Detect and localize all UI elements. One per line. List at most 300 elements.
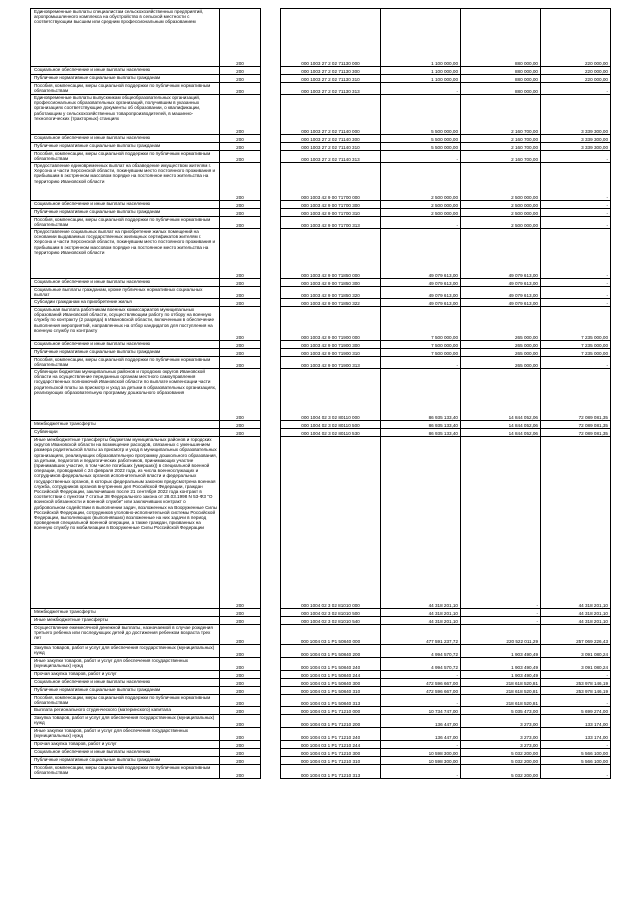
budget-classification-code-cell: 000 1003 27 2 02 71130 313 — [281, 83, 381, 95]
expense-name-cell: Единовременные выплаты специалистам сельскохозяйственных предприятий, агропромышленного комплекса на обустройство в сельской местности с соответствующим высшим или средним профессиональным образованием — [31, 9, 220, 67]
spacer-cell — [261, 625, 281, 645]
expense-name-cell: Иные закупки товаров, работ и услуг для обеспечения государственных (муниципальных) нужд — [31, 658, 220, 671]
expense-name-cell: Социальное обеспечение и иные выплаты населению — [31, 679, 220, 687]
table-row — [31, 679, 611, 687]
approved-budget-cell: 7 500 000,00 — [381, 307, 461, 341]
line-code-cell: 200 — [220, 135, 261, 143]
unexecuted-amount-cell: 257 069 226,43 — [541, 625, 611, 645]
unexecuted-amount-cell: - — [541, 279, 611, 287]
table-row — [31, 201, 611, 209]
budget-classification-code-cell: 000 1004 03 1 P1 50840 313 — [281, 695, 381, 707]
unexecuted-amount-cell: 133 174,00 — [541, 715, 611, 728]
executed-amount-cell: 218 618 520,81 — [461, 695, 541, 707]
spacer-cell — [261, 707, 281, 715]
unexecuted-amount-cell: 3 339 300,00 — [541, 95, 611, 135]
unexecuted-amount-cell: 7 235 000,00 — [541, 307, 611, 341]
expense-name-cell: Социальное обеспечение и иные выплаты населению — [31, 67, 220, 75]
executed-amount-cell: 880 000,00 — [461, 9, 541, 67]
approved-budget-cell: 5 500 000,00 — [381, 135, 461, 143]
line-code-cell: 200 — [220, 437, 261, 609]
executed-amount-cell: 880 000,00 — [461, 83, 541, 95]
approved-budget-cell: - — [381, 695, 461, 707]
executed-amount-cell: 265 000,00 — [461, 341, 541, 349]
executed-amount-cell: 2 500 000,00 — [461, 209, 541, 217]
executed-amount-cell: 1 903 490,49 — [461, 671, 541, 679]
unexecuted-amount-cell: - — [541, 741, 611, 749]
spacer-cell — [261, 429, 281, 437]
unexecuted-amount-cell: - — [541, 163, 611, 201]
unexecuted-amount-cell: 44 318 201,10 — [541, 617, 611, 625]
table-row — [31, 95, 611, 135]
expense-name-cell: Публичные нормативные социальные выплаты гражданам — [31, 209, 220, 217]
approved-budget-cell: - — [381, 357, 461, 369]
unexecuted-amount-cell: 220 000,00 — [541, 67, 611, 75]
unexecuted-amount-cell: 44 318 201,10 — [541, 609, 611, 617]
line-code-cell: 200 — [220, 299, 261, 307]
approved-budget-cell: 477 591 237,72 — [381, 625, 461, 645]
table-row — [31, 9, 611, 67]
budget-classification-code-cell: 000 1004 03 1 P1 50840 310 — [281, 687, 381, 695]
line-code-cell: 200 — [220, 658, 261, 671]
line-code-cell: 200 — [220, 209, 261, 217]
table-row — [31, 687, 611, 695]
budget-classification-code-cell: 000 1004 02 3 02 81010 000 — [281, 437, 381, 609]
approved-budget-cell: 10 598 300,00 — [381, 757, 461, 765]
table-row — [31, 658, 611, 671]
line-code-cell: 200 — [220, 9, 261, 67]
executed-amount-cell: 2 160 700,00 — [461, 135, 541, 143]
line-code-cell: 200 — [220, 645, 261, 658]
table-row — [31, 715, 611, 728]
budget-classification-code-cell: 000 1003 42 9 00 71850 320 — [281, 287, 381, 299]
executed-amount-cell: 49 079 613,00 — [461, 299, 541, 307]
expense-name-cell: Пособия, компенсации, меры социальной поддержки по публичным нормативным обязательствам — [31, 83, 220, 95]
budget-classification-code-cell: 000 1004 03 1 P1 71210 000 — [281, 707, 381, 715]
table-row — [31, 209, 611, 217]
executed-amount-cell: 49 079 613,00 — [461, 229, 541, 279]
approved-budget-cell: 86 935 133,40 — [381, 421, 461, 429]
expense-name-cell: Социальная выплата работникам военных комиссариатов муниципальных образований Ивановской области, осуществляющим работу по отбору на военную службу по контракту (2 разряда) в Ивановской области, включенным в обеспечение выполнения мероприятий, направленных на отбор кандидатов для поступления на военную службу по контракту — [31, 307, 220, 341]
budget-classification-code-cell: 000 1003 42 9 00 71850 322 — [281, 299, 381, 307]
line-code-cell: 200 — [220, 609, 261, 617]
unexecuted-amount-cell: 3 339 300,00 — [541, 143, 611, 151]
executed-amount-cell: 14 844 052,06 — [461, 429, 541, 437]
expense-name-cell: Прочая закупка товаров, работ и услуг — [31, 671, 220, 679]
unexecuted-amount-cell: - — [541, 287, 611, 299]
budget-classification-code-cell: 000 1003 27 2 02 71140 313 — [281, 151, 381, 163]
spacer-cell — [261, 299, 281, 307]
unexecuted-amount-cell: 5 566 100,00 — [541, 749, 611, 757]
spacer-cell — [261, 217, 281, 229]
table-row — [31, 609, 611, 617]
budget-classification-code-cell: 000 1003 27 2 02 71140 000 — [281, 95, 381, 135]
spacer-cell — [261, 67, 281, 75]
expense-name-cell: Пособия, компенсации, меры социальной поддержки по публичным нормативным обязательствам — [31, 695, 220, 707]
approved-budget-cell: 1 100 000,00 — [381, 9, 461, 67]
line-code-cell: 200 — [220, 95, 261, 135]
table-row — [31, 749, 611, 757]
table-row — [31, 151, 611, 163]
table-row — [31, 75, 611, 83]
approved-budget-cell: 136 447,00 — [381, 715, 461, 728]
budget-classification-code-cell: 000 1003 42 9 00 71850 000 — [281, 229, 381, 279]
executed-amount-cell: 2 160 700,00 — [461, 151, 541, 163]
approved-budget-cell: 4 994 570,72 — [381, 658, 461, 671]
approved-budget-cell: 2 500 000,00 — [381, 163, 461, 201]
budget-classification-code-cell: 000 1004 02 3 02 80110 500 — [281, 421, 381, 429]
unexecuted-amount-cell: 72 089 081,35 — [541, 369, 611, 421]
expense-name-cell: Публичные нормативные социальные выплаты гражданам — [31, 687, 220, 695]
table-row — [31, 429, 611, 437]
executed-amount-cell: 5 032 200,00 — [461, 749, 541, 757]
line-code-cell: 200 — [220, 671, 261, 679]
spacer-cell — [261, 617, 281, 625]
expense-name-cell: Пособия, компенсации, меры социальной поддержки по публичным нормативным обязательствам — [31, 217, 220, 229]
table-row — [31, 287, 611, 299]
expense-name-cell: Прочая закупка товаров, работ и услуг — [31, 741, 220, 749]
approved-budget-cell: 86 935 133,40 — [381, 369, 461, 421]
table-row — [31, 349, 611, 357]
budget-classification-code-cell: 000 1003 42 9 00 71700 310 — [281, 209, 381, 217]
executed-amount-cell: 1 903 490,49 — [461, 645, 541, 658]
spacer-cell — [261, 357, 281, 369]
line-code-cell: 200 — [220, 229, 261, 279]
line-code-cell: 200 — [220, 617, 261, 625]
table-row — [31, 765, 611, 779]
line-code-cell: 200 — [220, 67, 261, 75]
spacer-cell — [261, 163, 281, 201]
unexecuted-amount-cell: 5 699 274,00 — [541, 707, 611, 715]
budget-classification-code-cell: 000 1003 42 9 00 71850 300 — [281, 279, 381, 287]
unexecuted-amount-cell: - — [541, 217, 611, 229]
spacer-cell — [261, 658, 281, 671]
line-code-cell: 200 — [220, 357, 261, 369]
executed-amount-cell: 265 000,00 — [461, 349, 541, 357]
spacer-cell — [261, 741, 281, 749]
spacer-cell — [261, 151, 281, 163]
spacer-cell — [261, 695, 281, 707]
executed-amount-cell: 49 079 613,00 — [461, 279, 541, 287]
table-row — [31, 728, 611, 741]
spacer-cell — [261, 349, 281, 357]
spacer-cell — [261, 421, 281, 429]
expense-name-cell: Единовременные выплаты выпускникам общеобразовательных организаций, профессиональных образовательных организаций, получившим в указанных организациях соответствующие документы об образовании, о квалификации, работающим у сельскохозяйственных товаропроизводителей, в машинно-технологических (тракторных) станциях — [31, 95, 220, 135]
spacer-cell — [261, 749, 281, 757]
budget-classification-code-cell: 000 1004 03 1 P1 71210 200 — [281, 715, 381, 728]
approved-budget-cell: 136 447,00 — [381, 728, 461, 741]
executed-amount-cell: 14 844 052,06 — [461, 369, 541, 421]
line-code-cell: 200 — [220, 83, 261, 95]
unexecuted-amount-cell: 3 091 080,24 — [541, 645, 611, 658]
expense-name-cell: Публичные нормативные социальные выплаты гражданам — [31, 757, 220, 765]
unexecuted-amount-cell: - — [541, 357, 611, 369]
executed-amount-cell: 220 522 011,29 — [461, 625, 541, 645]
executed-amount-cell: 218 618 520,81 — [461, 679, 541, 687]
approved-budget-cell: - — [381, 151, 461, 163]
executed-amount-cell: - — [461, 437, 541, 609]
line-code-cell: 200 — [220, 695, 261, 707]
line-code-cell: 200 — [220, 217, 261, 229]
expense-name-cell: Иные межбюджетные трансферты — [31, 617, 220, 625]
spacer-cell — [261, 279, 281, 287]
line-code-cell: 200 — [220, 287, 261, 299]
spacer-cell — [261, 765, 281, 779]
approved-budget-cell: 44 318 201,10 — [381, 617, 461, 625]
table-row — [31, 163, 611, 201]
table-row — [31, 135, 611, 143]
spacer-cell — [261, 369, 281, 421]
executed-amount-cell: 2 160 700,00 — [461, 95, 541, 135]
approved-budget-cell: 472 596 667,00 — [381, 679, 461, 687]
budget-classification-code-cell: 000 1003 42 9 00 71700 313 — [281, 217, 381, 229]
executed-amount-cell: 1 903 490,49 — [461, 658, 541, 671]
unexecuted-amount-cell: - — [541, 209, 611, 217]
approved-budget-cell: 2 500 000,00 — [381, 201, 461, 209]
expense-name-cell: Пособия, компенсации, меры социальной поддержки по публичным нормативным обязательствам — [31, 357, 220, 369]
line-code-cell: 200 — [220, 75, 261, 83]
unexecuted-amount-cell: - — [541, 151, 611, 163]
table-row — [31, 757, 611, 765]
table-row — [31, 299, 611, 307]
approved-budget-cell: 49 079 613,00 — [381, 287, 461, 299]
approved-budget-cell: 472 596 667,00 — [381, 687, 461, 695]
line-code-cell: 200 — [220, 349, 261, 357]
table-row — [31, 625, 611, 645]
executed-amount-cell: 218 618 520,81 — [461, 687, 541, 695]
line-code-cell: 200 — [220, 151, 261, 163]
budget-classification-code-cell: 000 1003 27 2 02 71140 310 — [281, 143, 381, 151]
expense-name-cell: Субсидии гражданам на приобретение жилья — [31, 299, 220, 307]
expense-name-cell: Закупка товаров, работ и услуг для обеспечения государственных (муниципальных) нужд — [31, 715, 220, 728]
approved-budget-cell: 86 935 133,40 — [381, 429, 461, 437]
line-code-cell: 200 — [220, 279, 261, 287]
expense-name-cell: Субвенции бюджетам муниципальных районов и городских округов Ивановской области на осуществление переданных органам местного самоуправления государственных полномочий Ивановской области по выплате компенсации части родительской платы за присмотр и уход за детьми в образовательных организациях, реализующих образовательную программу дошкольного образования — [31, 369, 220, 421]
line-code-cell: 200 — [220, 765, 261, 779]
spacer-cell — [261, 201, 281, 209]
budget-classification-code-cell: 000 1003 42 9 00 71700 300 — [281, 201, 381, 209]
expense-name-cell: Социальное обеспечение и иные выплаты населению — [31, 279, 220, 287]
executed-amount-cell: - — [461, 609, 541, 617]
approved-budget-cell: 7 500 000,00 — [381, 341, 461, 349]
budget-execution-table — [30, 8, 611, 779]
line-code-cell: 200 — [220, 707, 261, 715]
unexecuted-amount-cell: - — [541, 201, 611, 209]
unexecuted-amount-cell: 220 000,00 — [541, 75, 611, 83]
unexecuted-amount-cell: 44 318 201,10 — [541, 437, 611, 609]
budget-classification-code-cell: 000 1004 02 3 02 81010 540 — [281, 617, 381, 625]
approved-budget-cell: 4 994 570,72 — [381, 645, 461, 658]
expense-name-cell: Закупка товаров, работ и услуг для обеспечения государственных (муниципальных) нужд — [31, 645, 220, 658]
line-code-cell: 200 — [220, 429, 261, 437]
approved-budget-cell: 10 598 300,00 — [381, 749, 461, 757]
expense-name-cell: Осуществление ежемесячной денежной выплаты, назначаемой в случае рождения третьего ребенка или последующих детей до достижения ребенком возраста трех лет — [31, 625, 220, 645]
line-code-cell: 200 — [220, 687, 261, 695]
table-row — [31, 229, 611, 279]
unexecuted-amount-cell: 7 235 000,00 — [541, 349, 611, 357]
budget-classification-code-cell: 000 1003 42 9 00 71700 000 — [281, 163, 381, 201]
approved-budget-cell: 1 100 000,00 — [381, 75, 461, 83]
expense-name-cell: Социальное обеспечение и иные выплаты населению — [31, 135, 220, 143]
unexecuted-amount-cell: - — [541, 83, 611, 95]
approved-budget-cell: 5 500 000,00 — [381, 95, 461, 135]
line-code-cell: 200 — [220, 143, 261, 151]
line-code-cell: 200 — [220, 728, 261, 741]
line-code-cell: 200 — [220, 715, 261, 728]
expense-name-cell: Публичные нормативные социальные выплаты гражданам — [31, 75, 220, 83]
executed-amount-cell: 14 844 052,06 — [461, 421, 541, 429]
approved-budget-cell: 1 100 000,00 — [381, 67, 461, 75]
table-row — [31, 369, 611, 421]
approved-budget-cell: 10 734 747,00 — [381, 707, 461, 715]
approved-budget-cell: 49 079 613,00 — [381, 229, 461, 279]
unexecuted-amount-cell: - — [541, 671, 611, 679]
expense-name-cell: Социальное обеспечение и иные выплаты населению — [31, 201, 220, 209]
spacer-cell — [261, 715, 281, 728]
expense-name-cell: Социальное обеспечение и иные выплаты населению — [31, 749, 220, 757]
budget-classification-code-cell: 000 1004 03 1 P1 50840 300 — [281, 679, 381, 687]
unexecuted-amount-cell: 253 978 146,19 — [541, 687, 611, 695]
budget-classification-code-cell: 000 1003 42 9 00 71900 313 — [281, 357, 381, 369]
budget-classification-code-cell: 000 1003 27 2 02 71140 300 — [281, 135, 381, 143]
approved-budget-cell: 44 318 201,10 — [381, 437, 461, 609]
executed-amount-cell: 49 079 613,00 — [461, 287, 541, 299]
table-row — [31, 67, 611, 75]
unexecuted-amount-cell: 72 089 081,35 — [541, 421, 611, 429]
spacer-cell — [261, 209, 281, 217]
expense-name-cell: Иные межбюджетные трансферты бюджетам муниципальных районов и городских округов Ивановской области на возмещение расходов, связанных с уменьшением размера родительской платы за присмотр и уход в муниципальных образовательных организациях, реализующих образовательную программу дошкольного образования, за детьми, педагогов и педагогических работников, принимающих участие (принимавших участие, в том числе погибших (умерших)) в специальной военной операции, проводимой с 24 февраля 2022 года, из числа военнослужащих и сотрудников федеральных органов исполнительной власти и федеральных государственных органов, в которых федеральным законом предусмотрена военная служба, сотрудников органов внутренних дел Российской Федерации, граждан Российской Федерации, заключивших после 21 сентября 2022 года контракт в соответствии с пунктом 7 статьи 38 Федерального закона от 28.03.1998 N 53-ФЗ "О воинской обязанности и военной службе" или заключивших контракт о добровольном содействии в выполнении задач, возложенных на Вооруженные Силы Российской Федерации, сотрудников уголовно-исполнительной системы Российской Федерации, выполняющих (выполнявших) возложенные на них задачи в период проведения специальной военной операции, а также граждан, призванных на военную службу по мобилизации в Вооруженные Силы Российской Федерации — [31, 437, 220, 609]
expense-name-cell: Пособия, компенсации, меры социальной поддержки по публичным нормативным обязательствам — [31, 151, 220, 163]
approved-budget-cell: 7 500 000,00 — [381, 349, 461, 357]
budget-classification-code-cell: 000 1004 03 1 P1 50840 244 — [281, 671, 381, 679]
line-code-cell: 200 — [220, 307, 261, 341]
approved-budget-cell: - — [381, 83, 461, 95]
budget-classification-code-cell: 000 1004 03 1 P1 71210 310 — [281, 757, 381, 765]
spacer-cell — [261, 687, 281, 695]
executed-amount-cell: 2 500 000,00 — [461, 217, 541, 229]
budget-classification-code-cell: 000 1004 02 3 02 80110 000 — [281, 369, 381, 421]
line-code-cell: 200 — [220, 341, 261, 349]
spacer-cell — [261, 135, 281, 143]
line-code-cell: 200 — [220, 749, 261, 757]
executed-amount-cell: 265 000,00 — [461, 357, 541, 369]
line-code-cell: 200 — [220, 163, 261, 201]
unexecuted-amount-cell: - — [541, 299, 611, 307]
executed-amount-cell: 2 160 700,00 — [461, 143, 541, 151]
executed-amount-cell: 3 273,00 — [461, 715, 541, 728]
line-code-cell: 200 — [220, 369, 261, 421]
table-row — [31, 645, 611, 658]
budget-classification-code-cell: 000 1004 03 1 P1 50840 240 — [281, 658, 381, 671]
table-row — [31, 671, 611, 679]
table-row — [31, 217, 611, 229]
spacer-cell — [261, 9, 281, 67]
approved-budget-cell: - — [381, 741, 461, 749]
executed-amount-cell: 5 032 200,00 — [461, 757, 541, 765]
budget-classification-code-cell: 000 1004 02 3 02 80110 530 — [281, 429, 381, 437]
spacer-cell — [261, 609, 281, 617]
spacer-cell — [261, 671, 281, 679]
spacer-cell — [261, 83, 281, 95]
expense-name-cell: Предоставление социальных выплат на приобретение жилых помещений на основании выдаваемых государственных жилищных сертификатов жителям г. Херсона и части Херсонской области, покинувшим место постоянного проживания и прибывшим в экстренном массовом порядке на постоянное место жительства на территорию Ивановской области — [31, 229, 220, 279]
executed-amount-cell: 3 273,00 — [461, 741, 541, 749]
unexecuted-amount-cell: - — [541, 765, 611, 779]
approved-budget-cell: 49 079 613,00 — [381, 279, 461, 287]
spacer-cell — [261, 95, 281, 135]
unexecuted-amount-cell: 7 235 000,00 — [541, 341, 611, 349]
spacer-cell — [261, 143, 281, 151]
unexecuted-amount-cell: 253 978 146,19 — [541, 679, 611, 687]
budget-classification-code-cell: 000 1004 03 1 P1 50840 000 — [281, 625, 381, 645]
expense-name-cell: Социальные выплаты гражданам, кроме публичных нормативных социальных выплат — [31, 287, 220, 299]
spacer-cell — [261, 679, 281, 687]
expense-name-cell: Социальное обеспечение и иные выплаты населению — [31, 341, 220, 349]
table-row — [31, 341, 611, 349]
approved-budget-cell: 49 079 613,00 — [381, 299, 461, 307]
unexecuted-amount-cell: 220 000,00 — [541, 9, 611, 67]
budget-classification-code-cell: 000 1003 27 2 02 71130 300 — [281, 67, 381, 75]
table-row — [31, 279, 611, 287]
approved-budget-cell: - — [381, 671, 461, 679]
spacer-cell — [261, 341, 281, 349]
executed-amount-cell: 2 500 000,00 — [461, 201, 541, 209]
unexecuted-amount-cell: 133 174,00 — [541, 728, 611, 741]
expense-name-cell: Пособия, компенсации, меры социальной поддержки по публичным нормативным обязательствам — [31, 765, 220, 779]
table-row — [31, 707, 611, 715]
unexecuted-amount-cell: 3 091 080,24 — [541, 658, 611, 671]
approved-budget-cell: - — [381, 765, 461, 779]
spacer-cell — [261, 229, 281, 279]
budget-classification-code-cell: 000 1004 03 1 P1 50840 200 — [281, 645, 381, 658]
table-body — [31, 9, 611, 779]
budget-classification-code-cell: 000 1004 03 1 P1 71210 240 — [281, 728, 381, 741]
table-row — [31, 307, 611, 341]
executed-amount-cell: - — [461, 617, 541, 625]
unexecuted-amount-cell: 3 339 300,00 — [541, 135, 611, 143]
spacer-cell — [261, 437, 281, 609]
table-row — [31, 421, 611, 429]
budget-classification-code-cell: 000 1003 27 2 02 71130 310 — [281, 75, 381, 83]
spacer-cell — [261, 645, 281, 658]
spacer-cell — [261, 757, 281, 765]
executed-amount-cell: 5 032 200,00 — [461, 765, 541, 779]
executed-amount-cell: 880 000,00 — [461, 75, 541, 83]
unexecuted-amount-cell: - — [541, 695, 611, 707]
approved-budget-cell: - — [381, 217, 461, 229]
expense-name-cell: Субвенции — [31, 429, 220, 437]
executed-amount-cell: 5 035 473,00 — [461, 707, 541, 715]
approved-budget-cell: 44 318 201,10 — [381, 609, 461, 617]
unexecuted-amount-cell: - — [541, 229, 611, 279]
expense-name-cell: Публичные нормативные социальные выплаты гражданам — [31, 349, 220, 357]
budget-classification-code-cell: 000 1004 03 1 P1 71210 313 — [281, 765, 381, 779]
line-code-cell: 200 — [220, 679, 261, 687]
expense-name-cell: Публичные нормативные социальные выплаты гражданам — [31, 143, 220, 151]
line-code-cell: 200 — [220, 741, 261, 749]
budget-classification-code-cell: 000 1003 27 2 02 71130 000 — [281, 9, 381, 67]
spacer-cell — [261, 307, 281, 341]
table-row — [31, 617, 611, 625]
table-row — [31, 143, 611, 151]
budget-classification-code-cell: 000 1004 03 1 P1 71210 244 — [281, 741, 381, 749]
spacer-cell — [261, 728, 281, 741]
expense-name-cell: Иные закупки товаров, работ и услуг для обеспечения государственных (муниципальных) нужд — [31, 728, 220, 741]
executed-amount-cell: 2 500 000,00 — [461, 163, 541, 201]
expense-name-cell: Предоставление единовременных выплат на обзаведение имуществом жителям г. Херсона и части Херсонской области, покинувшим место постоянного проживания и прибывшим в экстренном массовом порядке на постоянное место жительства на территорию Ивановской области — [31, 163, 220, 201]
table-row — [31, 695, 611, 707]
budget-classification-code-cell: 000 1003 42 9 00 71900 310 — [281, 349, 381, 357]
budget-classification-code-cell: 000 1004 02 3 02 81010 500 — [281, 609, 381, 617]
approved-budget-cell: 2 500 000,00 — [381, 209, 461, 217]
